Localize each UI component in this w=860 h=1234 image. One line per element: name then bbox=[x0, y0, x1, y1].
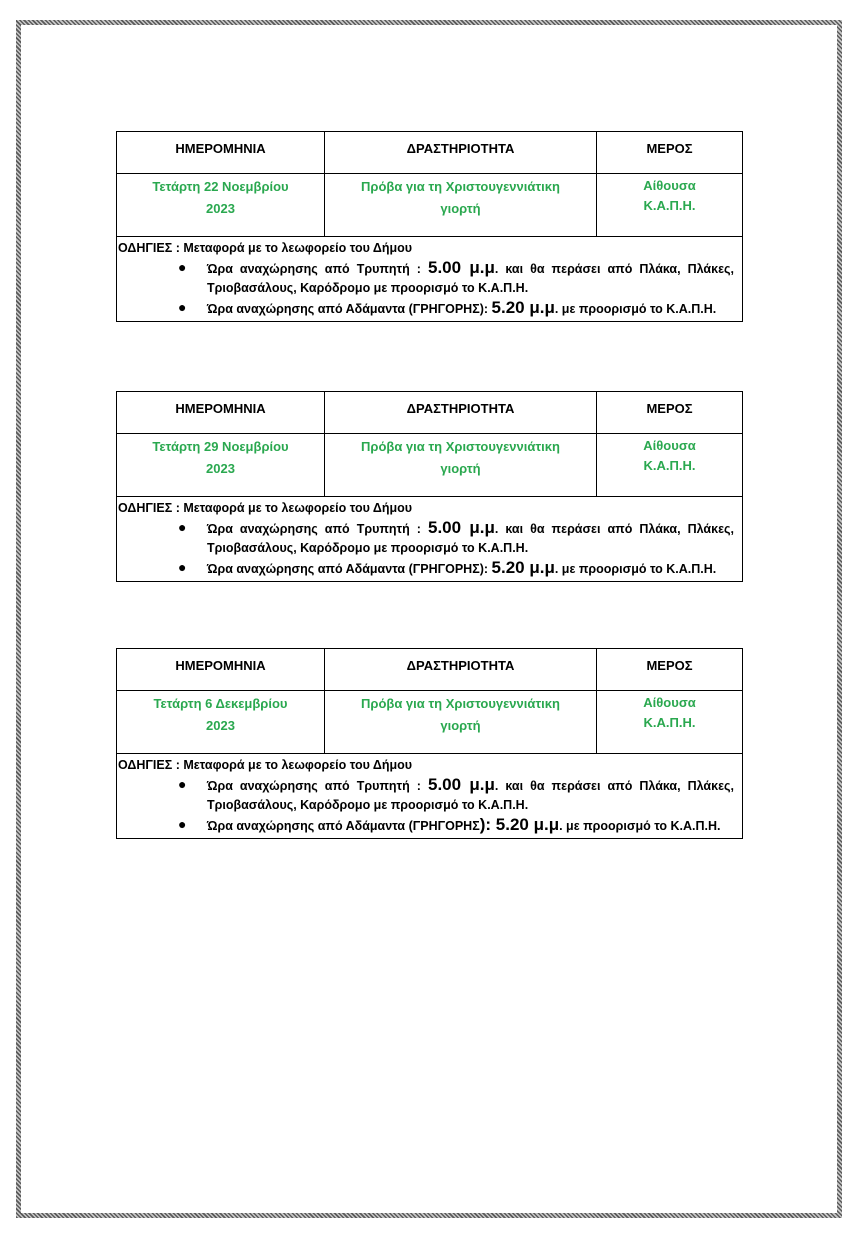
route-text: . με προορισμό το Κ.Α.Π.Η. bbox=[559, 819, 721, 833]
event-place-line1: Αίθουσα bbox=[643, 438, 696, 453]
route-text: . και θα περάσει από Πλάκα, Πλάκες, Τριοβασάλους, Καρόδρομο με προορισμό το Κ.Α.Π.Η. bbox=[207, 779, 734, 812]
notes-cell bbox=[117, 497, 743, 582]
notes-title: ΟΔΗΓΙΕΣ : Μεταφορά με το λεωφορείο του Δήμου bbox=[118, 241, 413, 255]
header-activity: ΔΡΑΣΤΗΡΙΟΤΗΤΑ bbox=[325, 132, 597, 174]
notes-cell bbox=[117, 237, 743, 322]
departure-text: Ώρα αναχώρησης από Τρυπητή : bbox=[207, 522, 428, 536]
bullet-icon: ● bbox=[178, 776, 187, 792]
event-row bbox=[117, 691, 743, 754]
header-date: ΗΜΕΡΟΜΗΝΙΑ bbox=[117, 132, 325, 174]
event-place bbox=[597, 434, 743, 497]
event-place-line2: Κ.Α.Π.Η. bbox=[643, 715, 696, 730]
departure-text: Ώρα αναχώρησης από Αδάμαντα (ΓΡΗΓΟΡΗΣ bbox=[207, 819, 480, 833]
route-text: . με προορισμό το Κ.Α.Π.Η. bbox=[554, 562, 717, 576]
notes-item-departure-trypiti bbox=[178, 258, 734, 298]
header-row bbox=[117, 132, 743, 174]
departure-text: Ώρα αναχώρησης από Αδάμαντα (ΓΡΗΓΟΡΗΣ): bbox=[207, 302, 492, 316]
notes-item-departure-trypiti bbox=[178, 518, 734, 558]
notes-title: ΟΔΗΓΙΕΣ : Μεταφορά με το λεωφορείο του Δήμου bbox=[118, 501, 413, 515]
bullet-icon: ● bbox=[178, 816, 187, 832]
header-row bbox=[117, 392, 743, 434]
bullet-icon: ● bbox=[178, 519, 187, 535]
header-activity: ΔΡΑΣΤΗΡΙΟΤΗΤΑ bbox=[325, 649, 597, 691]
schedule-table-3 bbox=[116, 648, 743, 839]
notes-item-departure-adamas bbox=[178, 298, 734, 319]
departure-time: ): 5.20 μ.μ bbox=[479, 815, 560, 834]
event-date bbox=[117, 174, 325, 237]
notes-list bbox=[118, 258, 734, 319]
event-row bbox=[117, 174, 743, 237]
event-activity-line2: γιορτή bbox=[440, 201, 481, 216]
schedule-table-1 bbox=[116, 131, 743, 322]
event-place-line1: Αίθουσα bbox=[643, 178, 696, 193]
schedule-table-2 bbox=[116, 391, 743, 582]
departure-time: 5.00 μ.μ bbox=[427, 775, 495, 794]
route-text: . και θα περάσει από Πλάκα, Πλάκες, Τριοβασάλους, Καρόδρομο με προορισμό το Κ.Α.Π.Η. bbox=[207, 262, 734, 295]
header-activity: ΔΡΑΣΤΗΡΙΟΤΗΤΑ bbox=[325, 392, 597, 434]
header-date: ΗΜΕΡΟΜΗΝΙΑ bbox=[117, 649, 325, 691]
notes-title: ΟΔΗΓΙΕΣ : Μεταφορά με το λεωφορείο του Δήμου bbox=[118, 758, 413, 772]
header-place: ΜΕΡΟΣ bbox=[597, 649, 743, 691]
event-activity-line2: γιορτή bbox=[440, 461, 481, 476]
event-date bbox=[117, 691, 325, 754]
departure-text: Ώρα αναχώρησης από Αδάμαντα (ΓΡΗΓΟΡΗΣ): bbox=[207, 562, 492, 576]
departure-time: 5.00 μ.μ bbox=[427, 518, 495, 537]
event-date-line2: 2023 bbox=[206, 201, 235, 216]
bullet-icon: ● bbox=[178, 299, 187, 315]
notes-row bbox=[117, 237, 743, 322]
event-date-line2: 2023 bbox=[206, 461, 235, 476]
notes-item-departure-trypiti bbox=[178, 775, 734, 815]
event-activity bbox=[325, 434, 597, 497]
event-activity-line1: Πρόβα για τη Χριστουγεννιάτικη bbox=[361, 179, 560, 194]
event-date-line1: Τετάρτη 22 Νοεμβρίου bbox=[152, 179, 289, 194]
event-activity-line1: Πρόβα για τη Χριστουγεννιάτικη bbox=[361, 696, 560, 711]
header-place: ΜΕΡΟΣ bbox=[597, 132, 743, 174]
departure-time: 5.20 μ.μ bbox=[491, 558, 555, 577]
departure-text: Ώρα αναχώρησης από Τρυπητή : bbox=[207, 779, 428, 793]
event-activity-line2: γιορτή bbox=[440, 718, 481, 733]
notes-row bbox=[117, 497, 743, 582]
notes-cell bbox=[117, 754, 743, 839]
event-place-line2: Κ.Α.Π.Η. bbox=[643, 458, 696, 473]
event-place bbox=[597, 174, 743, 237]
notes-row bbox=[117, 754, 743, 839]
notes-item-departure-adamas bbox=[178, 815, 734, 836]
bullet-icon: ● bbox=[178, 259, 187, 275]
notes-list bbox=[118, 518, 734, 579]
route-text: . και θα περάσει από Πλάκα, Πλάκες, Τριοβασάλους, Καρόδρομο με προορισμό το Κ.Α.Π.Η. bbox=[207, 522, 734, 555]
event-place bbox=[597, 691, 743, 754]
departure-time: 5.20 μ.μ bbox=[491, 298, 555, 317]
event-row bbox=[117, 434, 743, 497]
event-activity-line1: Πρόβα για τη Χριστουγεννιάτικη bbox=[361, 439, 560, 454]
event-date-line1: Τετάρτη 6 Δεκεμβρίου bbox=[153, 696, 288, 711]
header-date: ΗΜΕΡΟΜΗΝΙΑ bbox=[117, 392, 325, 434]
departure-text: Ώρα αναχώρησης από Τρυπητή : bbox=[207, 262, 428, 276]
event-date-line1: Τετάρτη 29 Νοεμβρίου bbox=[152, 439, 289, 454]
header-place: ΜΕΡΟΣ bbox=[597, 392, 743, 434]
event-activity bbox=[325, 691, 597, 754]
event-activity bbox=[325, 174, 597, 237]
bullet-icon: ● bbox=[178, 559, 187, 575]
event-date-line2: 2023 bbox=[206, 718, 235, 733]
event-place-line1: Αίθουσα bbox=[643, 695, 696, 710]
notes-list bbox=[118, 775, 734, 836]
event-date bbox=[117, 434, 325, 497]
notes-item-departure-adamas bbox=[178, 558, 734, 579]
route-text: . με προορισμό το Κ.Α.Π.Η. bbox=[554, 302, 717, 316]
departure-time: 5.00 μ.μ bbox=[427, 258, 495, 277]
event-place-line2: Κ.Α.Π.Η. bbox=[643, 198, 696, 213]
header-row bbox=[117, 649, 743, 691]
